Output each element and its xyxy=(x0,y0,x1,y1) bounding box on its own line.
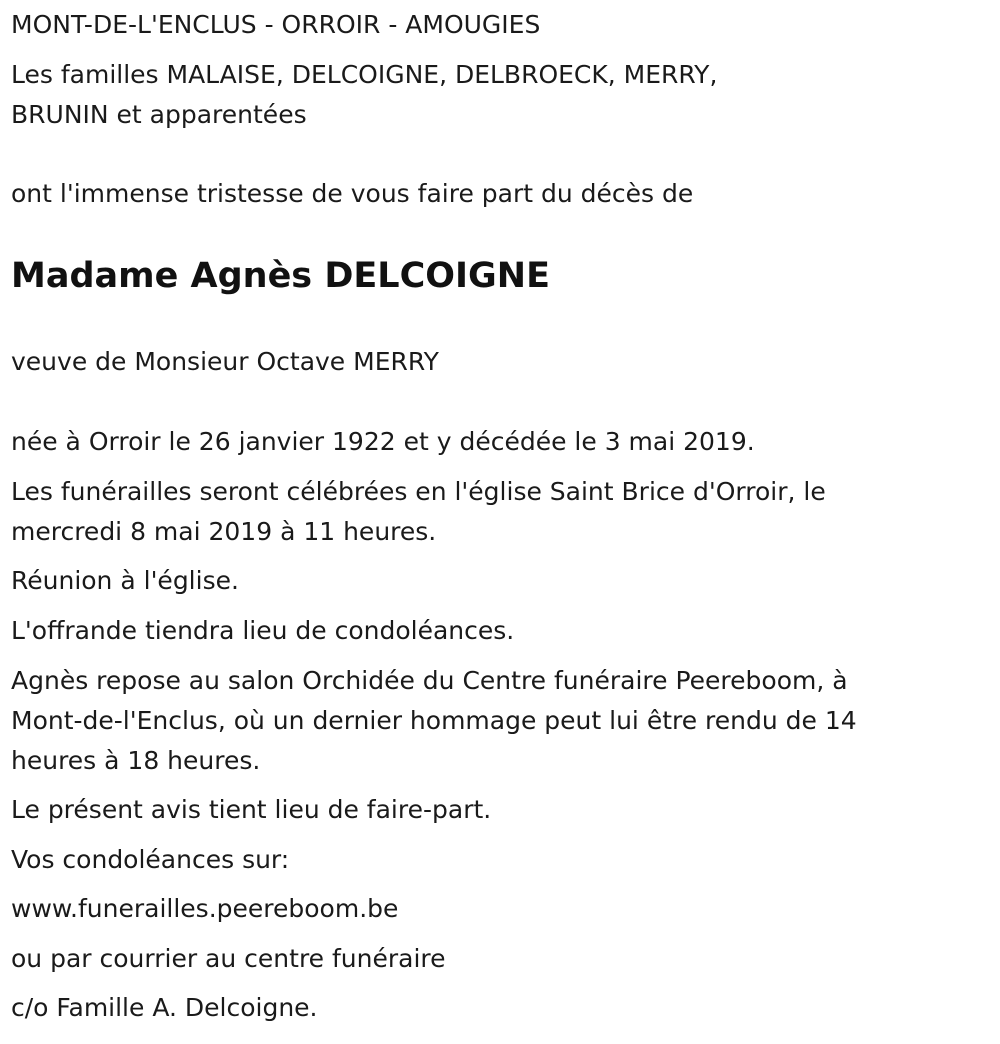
funeral-line-2: mercredi 8 mai 2019 à 11 heures. xyxy=(11,517,437,546)
deceased-name: Madame Agnès DELCOIGNE xyxy=(11,256,550,296)
birth-death-text: née à Orroir le 26 janvier 1922 et y décédée le 3 mai 2019. xyxy=(11,427,755,456)
meeting-text: Réunion à l'église. xyxy=(11,566,239,595)
rest-line-1: Agnès repose au salon Orchidée du Centre funéraire Peereboom, à xyxy=(11,666,848,695)
spouse-text: veuve de Monsieur Octave MERRY xyxy=(11,347,439,376)
location-header: MONT-DE-L'ENCLUS - ORROIR - AMOUGIES xyxy=(11,10,541,39)
announcement-text: ont l'immense tristesse de vous faire part du décès de xyxy=(11,179,694,208)
condolences-label: Vos condoléances sur: xyxy=(11,845,290,874)
funeral-paragraph xyxy=(11,472,826,552)
families-paragraph xyxy=(11,55,717,135)
condolences-address: c/o Famille A. Delcoigne. xyxy=(11,993,318,1022)
funeral-line-1: Les funérailles seront célébrées en l'église Saint Brice d'Orroir, le xyxy=(11,477,826,506)
families-line-2: BRUNIN et apparentées xyxy=(11,100,307,129)
rest-paragraph xyxy=(11,661,857,781)
condolences-website: www.funerailles.peereboom.be xyxy=(11,894,399,923)
notice-text: Le présent avis tient lieu de faire-part. xyxy=(11,795,492,824)
families-line-1: Les familles MALAISE, DELCOIGNE, DELBROECK, MERRY, xyxy=(11,60,718,89)
offering-text: L'offrande tiendra lieu de condoléances. xyxy=(11,616,515,645)
condolences-mail: ou par courrier au centre funéraire xyxy=(11,944,446,973)
rest-line-3: heures à 18 heures. xyxy=(11,746,261,775)
rest-line-2: Mont-de-l'Enclus, où un dernier hommage peut lui être rendu de 14 xyxy=(11,706,857,735)
